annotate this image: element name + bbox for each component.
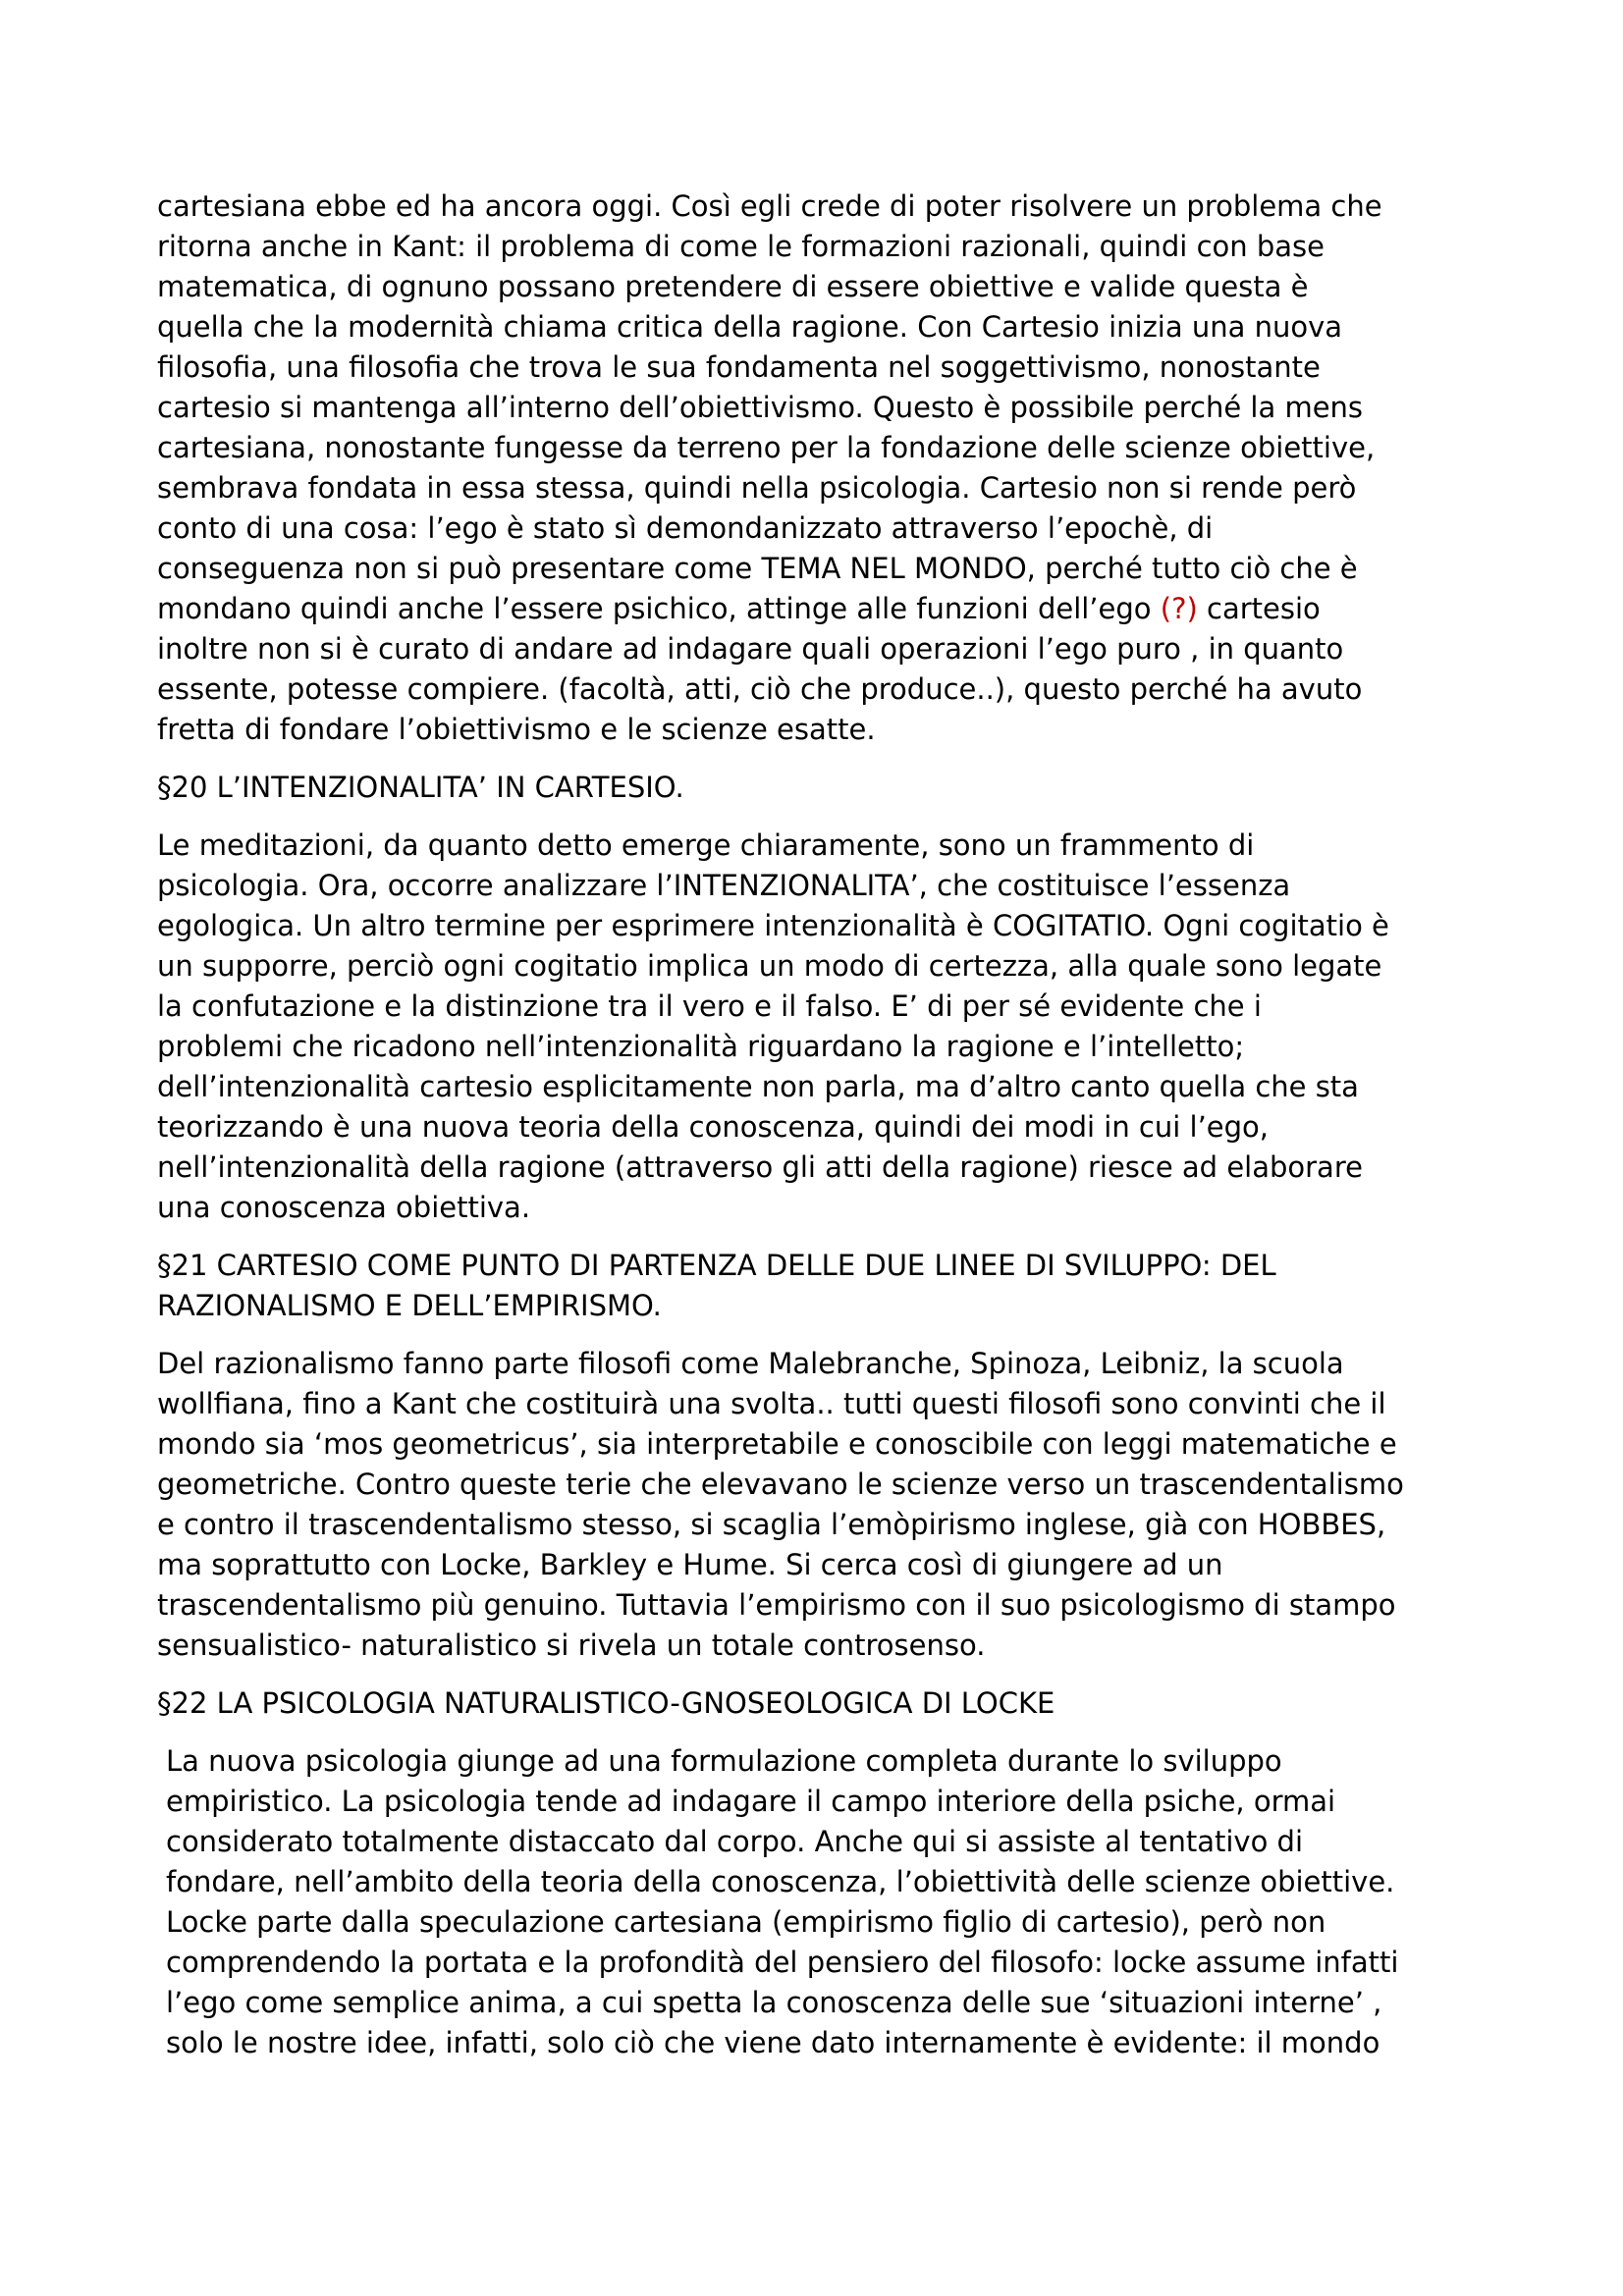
paragraph-text: cartesiana ebbe ed ha ancora oggi. Così egli crede di poter risolvere un problema che ritorna anche in Kant: il problema di come le formazioni razionali, quindi con base matematica, di ognuno possano pretendere di essere obiettive e valide questa è quella che la modernità chiama critica della ragione. Con Cartesio inizia una nuova filosofia, una filosofia che trova le sua fondamenta nel soggettivismo, nonostante cartesio si mantenga all’interno dell’obiettivismo. Questo è possibile perché la mens cartesiana, nonostante fungesse da terreno per la fondazione delle scienze obiettive, sembrava fondata in essa stessa, quindi nella psicologia. Cartesio non si rende però conto di una cosa: l’ego è stato sì demondanizzato attraverso l’epochè, di conseguenza non si può presentare come TEMA NEL MONDO, perché tutto ciò che è mondano quindi anche l’essere psichico, attinge alle funzioni dell’ego xyxy=(157,189,1382,625)
document-page xyxy=(157,187,1512,2063)
paragraph-razionalismo-empirismo: Del razionalismo fanno parte filosofi come Malebranche, Spinoza, Leibniz, la scuola wollfiana, fino a Kant che costituirà una svolta.. tutti questi filosofi sono convinti che il mondo sia ‘mos geometricus’, sia interpretabile e conoscibile con leggi matematiche e geometriche. Contro queste terie che elevavano le scienze verso un trascendentalismo e contro il trascendentalismo stesso, si scaglia l’emòpirismo inglese, già con HOBBES, ma soprattutto con Locke, Barkley e Hume. Si cerca così di giungere ad un trascendentalismo più genuino. Tuttavia l’empirismo con il suo psicologismo di stampo sensualistico- naturalistico si rivela un totale controsenso. xyxy=(157,1347,1404,1662)
section-heading-21: §21 CARTESIO COME PUNTO DI PARTENZA DELLE DUE LINEE DI SVILUPPO: DEL RAZIONALISMO E DELL’EMPIRISMO. xyxy=(157,1249,1276,1322)
paragraph-psicologia-locke: La nuova psicologia giunge ad una formulazione completa durante lo sviluppo empiristico. La psicologia tende ad indagare il campo interiore della psiche, ormai considerato totalmente distaccato dal corpo. Anche qui si assiste al tentativo di fondare, nell’ambito della teoria della conoscenza, l’obiettività delle scienze obiettive. Locke parte dalla speculazione cartesiana (empirismo figlio di cartesio), però non comprendendo la portata e la profondità del pensiero del filosofo: locke assume infatti l’ego come semplice anima, a cui spetta la conoscenza delle sue ‘situazioni interne’ , solo le nostre idee, infatti, solo ciò che viene dato internamente è evidente: il mondo xyxy=(166,1744,1399,2059)
section-heading-22: §22 LA PSICOLOGIA NATURALISTICO-GNOSEOLOGICA DI LOCKE xyxy=(157,1686,1055,1720)
paragraph-text-continued: cartesio inoltre non si è curato di andare ad indagare quali operazioni l’ego puro , in quanto essente, potesse compiere. (facoltà, atti, ciò che produce..), questo perché ha avuto fretta di fondare l’obiettivismo e le scienze esatte. xyxy=(157,592,1363,746)
paragraph-intenzionalita: Le meditazioni, da quanto detto emerge chiaramente, sono un frammento di psicologia. Ora, occorre analizzare l’INTENZIONALITA’, che costituisce l’essenza egologica. Un altro termine per esprimere intenzionalità è COGITATIO. Ogni cogitatio è un supporre, perciò ogni cogitatio implica un modo di certezza, alla quale sono legate la confutazione e la distinzione tra il vero e il falso. E’ di per sé evidente che i problemi che ricadono nell’intenzionalità riguardano la ragione e l’intelletto; dell’intenzionalità cartesio esplicitamente non parla, ma d’altro canto quella che sta teorizzando è una nuova teoria della conoscenza, quindi dei modi in cui l’ego, nell’intenzionalità della ragione (attraverso gli atti della ragione) riesce ad elaborare una conoscenza obiettiva. xyxy=(157,828,1389,1224)
question-annotation: (?) xyxy=(1160,592,1198,625)
paragraph-cartesio-soggettivismo xyxy=(157,187,1512,750)
section-heading-20: §20 L’INTENZIONALITA’ IN CARTESIO. xyxy=(157,771,684,804)
